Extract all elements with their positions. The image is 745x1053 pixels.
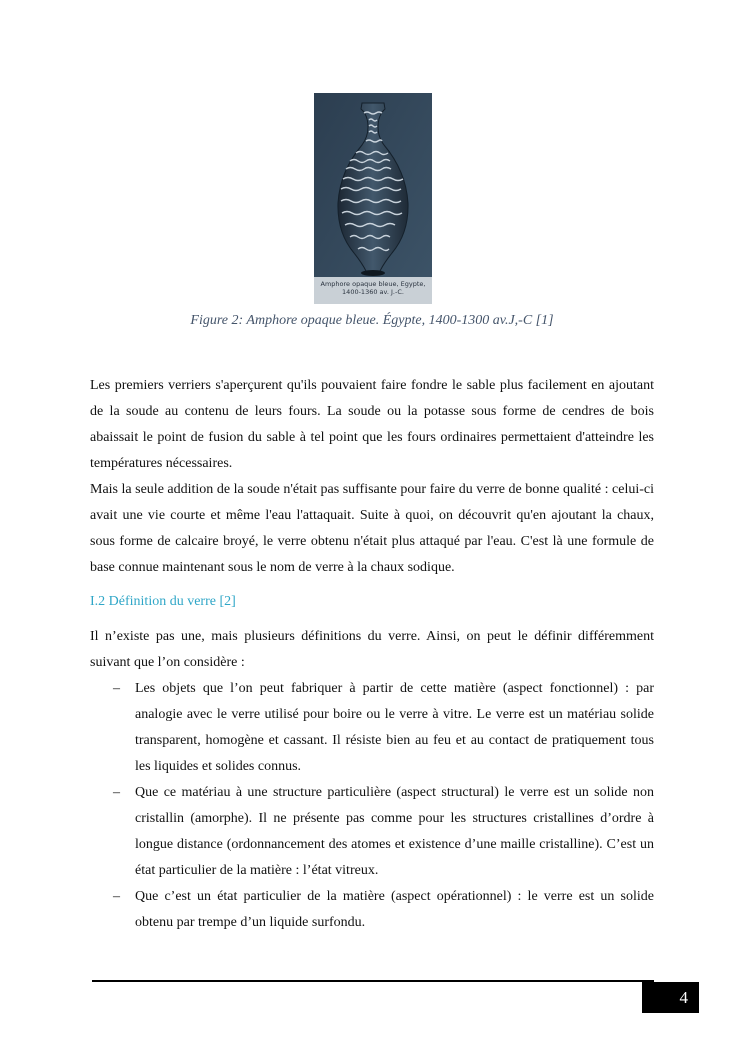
list-item-text: Les objets que l’on peut fabriquer à partir de cette matière (aspect fonctionnel) : par analogie avec le verre utilisé pour boire ou le verre à vitre. Le verre est un matériau solide transparent, homogène et cassant. Il résiste bien au feu et au contact de pratiquement tous les liquides et solides connus. xyxy=(135,681,654,774)
definition-list xyxy=(90,676,654,936)
section-heading: I.2 Définition du verre [2] xyxy=(90,594,236,609)
photo-inscription: Amphore opaque bleue, Egypte, 1400-1360 av. J.-C. xyxy=(314,277,432,304)
amphora-illustration xyxy=(314,93,432,304)
amphora-photo xyxy=(314,93,432,304)
dash-bullet: – xyxy=(113,889,120,904)
dash-bullet: – xyxy=(113,785,120,800)
paragraph: Les premiers verriers s'aperçurent qu'ils pouvaient faire fondre le sable plus facilement en ajoutant de la soude au contenu de leurs fours. La soude ou la potasse sous forme de cendres de bois abaissait le point de fusion du sable à tel point que les fours ordinaires permettaient d'atteindre les températures nécessaires. xyxy=(90,378,654,471)
list-item xyxy=(90,884,654,936)
paragraph: Mais la seule addition de la soude n'était pas suffisante pour faire du verre de bonne qualité : celui-ci avait une vie courte et même l'eau l'attaquait. Suite à quoi, on découvrit qu'en ajoutant la chaux, sous forme de calcaire broyé, le verre obtenu n'était plus attaqué par l'eau. C'est là une formule de base connue maintenant sous le nom de verre à la chaux sodique. xyxy=(90,482,654,575)
list-item-text: Que c’est un état particulier de la matière (aspect opérationnel) : le verre est un solide obtenu par trempe d’un liquide surfondu. xyxy=(135,889,654,930)
section-intro: Il n’existe pas une, mais plusieurs définitions du verre. Ainsi, on peut le définir différemment suivant que l’on considère : xyxy=(90,629,654,670)
footer-rule xyxy=(92,980,654,982)
body-text xyxy=(90,373,654,581)
list-item xyxy=(90,676,654,780)
dash-bullet: – xyxy=(113,681,120,696)
figure-caption: Figure 2: Amphore opaque bleue. Égypte, 1400-1300 av.J,-C [1] xyxy=(190,313,554,328)
list-item-text: Que ce matériau à une structure particulière (aspect structural) le verre est un solide non cristallin (amorphe). Il ne présente pas comme pour les structures cristallines d’ordre à longue distance (ordonnancement des atomes et existence d’une maille cristalline). C’est un état particulier de la matière : l’état vitreux. xyxy=(135,785,654,878)
amphora-base xyxy=(361,270,385,276)
page-number: 4 xyxy=(642,982,699,1013)
list-item xyxy=(90,780,654,884)
